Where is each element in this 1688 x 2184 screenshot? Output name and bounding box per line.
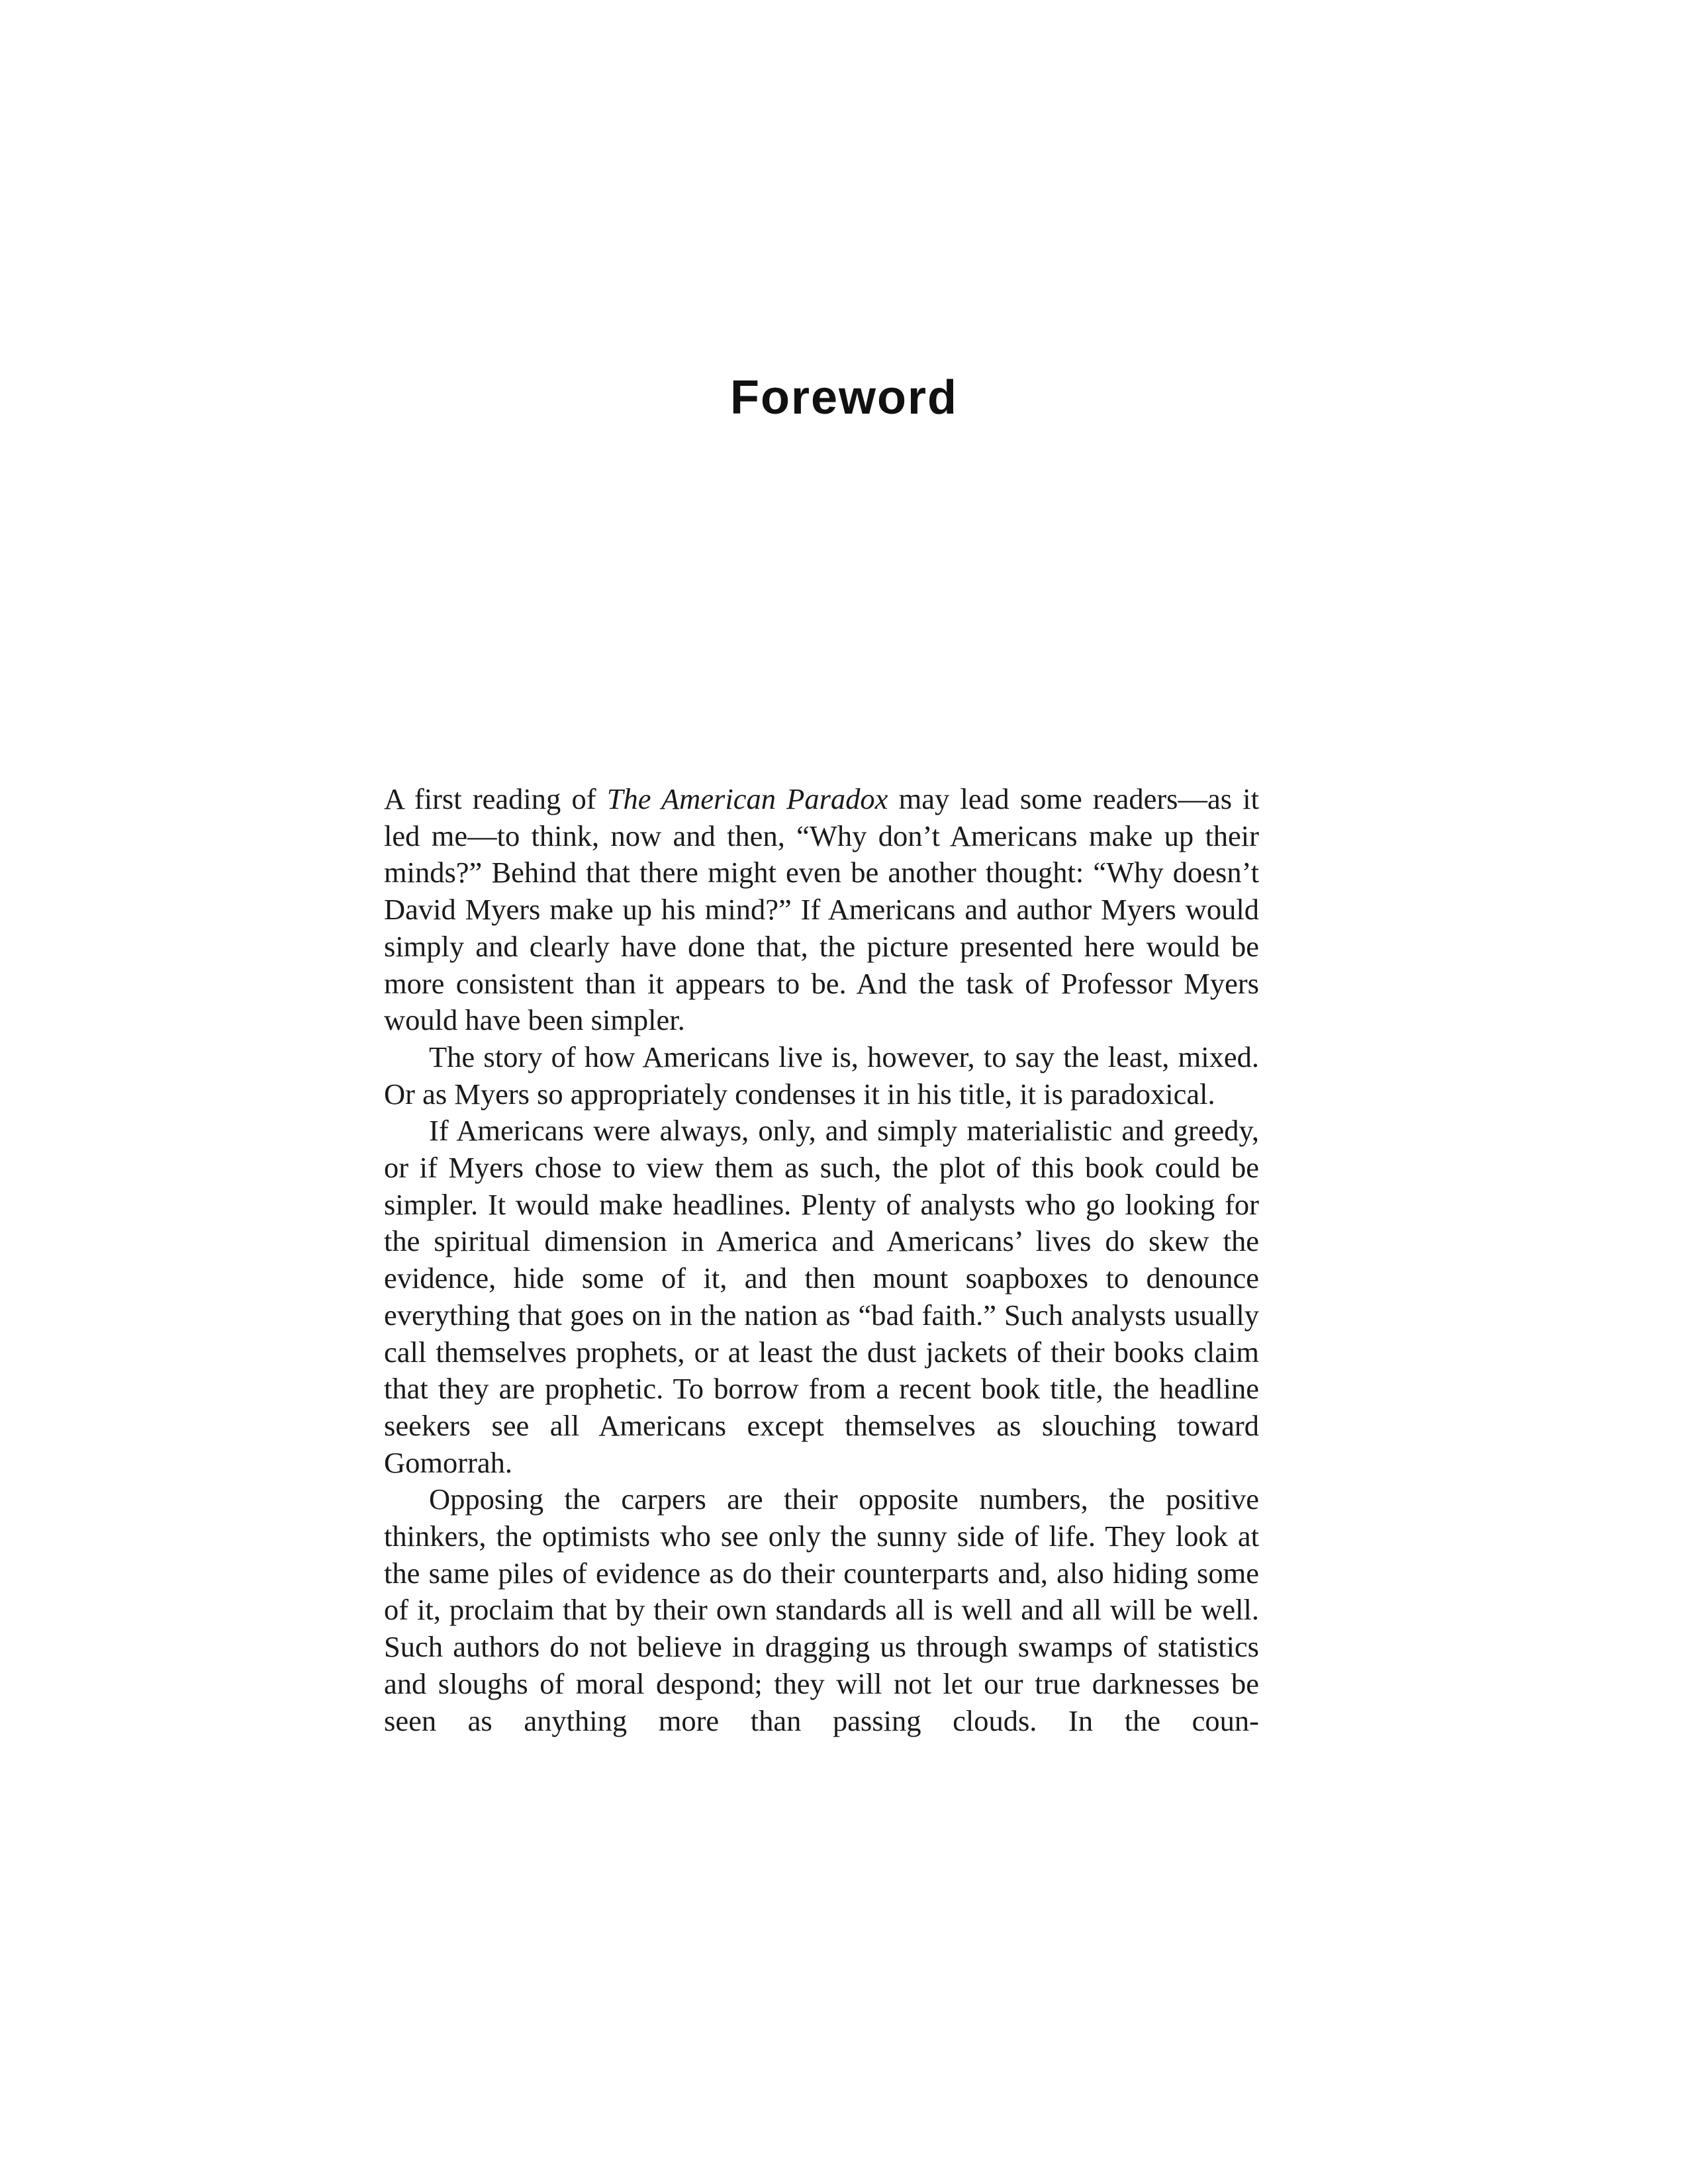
book-title: The American Paradox [606, 782, 888, 815]
paragraph-1 [384, 781, 1259, 1039]
paragraph-1-rest: may lead some readers—as it led me—to think, now and then, “Why don’t Americans make up their minds?” Behind that there might even be another thought: “Why doesn’t David Myers make up his mind?” If Americans and author Myers would simply and clearly have done that, the picture presented here would be more consistent than it appears to be. And the task of Professor Myers would have been simpler. [384, 782, 1259, 1037]
paragraph-4: Opposing the carpers are their opposite numbers, the positive thinkers, the optimists who see only the sunny side of life. They look at the same piles of evidence as do their counterparts and, also hiding some of it, proclaim that by their own standards all is well and all will be well. Such authors do not believe in dragging us through swamps of statistics and sloughs of moral despond; they will not let our true darknesses be seen as anything more than passing clouds. In the coun- [384, 1482, 1259, 1737]
paragraph-2: The story of how Americans live is, however, to say the least, mixed. Or as Myers so appropriately condenses it in his title, it is paradoxical. [384, 1040, 1259, 1111]
paragraph-3: If Americans were always, only, and simply materialistic and greedy, or if Myers chose to view them as such, the plot of this book could be simpler. It would make headlines. Plenty of analysts who go looking for the spiritual dimension in America and Americans’ lives do skew the evidence, hide some of it, and then mount soapboxes to denounce everything that goes on in the nation as “bad faith.” Such analysts usually call themselves prophets, or at least the dust jackets of their books claim that they are prophetic. To borrow from a recent book title, the headline seekers see all Americans except themselves as slouching toward Gomorrah. [384, 1114, 1259, 1479]
chapter-heading: Foreword [729, 371, 958, 424]
body-text [384, 781, 1259, 1739]
paragraph-1-lead: A first reading of [384, 782, 607, 815]
